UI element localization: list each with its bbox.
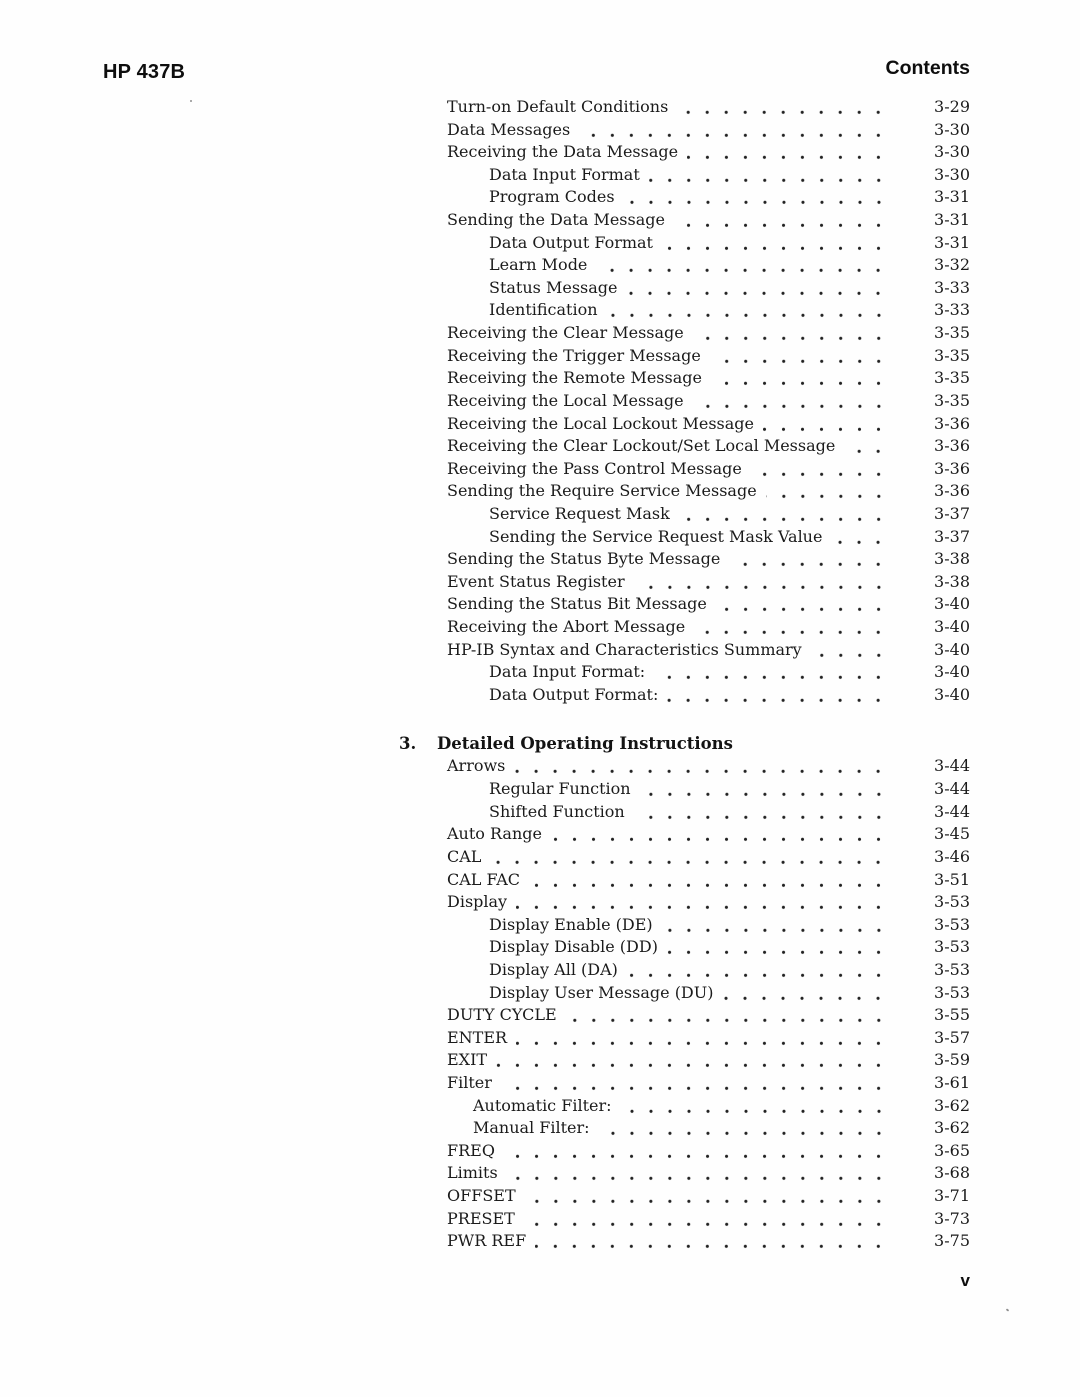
toc-entry-title: Automatic Filter: xyxy=(473,1095,612,1115)
toc-entry-title: Sending the Status Byte Message xyxy=(447,549,721,569)
toc-entry-page-number: 3-30 xyxy=(934,119,970,139)
dot-leader xyxy=(596,254,890,277)
toc-entry-page-number: 3-35 xyxy=(934,390,970,410)
dot-leader xyxy=(507,1162,890,1185)
toc-entry-page-number: 3-32 xyxy=(934,255,970,275)
toc-entry-title: Learn Mode xyxy=(489,255,588,275)
toc-entry xyxy=(399,119,970,142)
toc-entry-title: Receiving the Trigger Message xyxy=(447,345,701,365)
toc-entry xyxy=(399,96,970,119)
toc-entry xyxy=(399,616,970,639)
toc-entry-page-number: 3-40 xyxy=(934,617,970,637)
toc-entry-page-number: 3-62 xyxy=(934,1118,970,1138)
toc-entry-title: Program Codes xyxy=(489,187,615,207)
toc-entry-title: Data Input Format: xyxy=(489,662,646,682)
toc-entry-title: Turn-on Default Conditions xyxy=(447,97,669,116)
toc-entry-title: Receiving the Local Lockout Message xyxy=(447,413,754,433)
dot-leader xyxy=(763,413,890,436)
toc-entry-page-number: 3-61 xyxy=(934,1072,970,1092)
toc-entry-page-number: 3-53 xyxy=(934,959,970,979)
toc-section-heading xyxy=(399,732,970,755)
dot-leader xyxy=(649,164,890,187)
toc-entry-title: PRESET xyxy=(447,1208,515,1228)
toc-entry xyxy=(399,891,970,914)
toc-entry xyxy=(399,1230,970,1253)
toc-entry-title: Status Message xyxy=(489,277,618,297)
toc-entry xyxy=(399,1095,970,1118)
toc-entry-page-number: 3-53 xyxy=(934,937,970,957)
toc-entry-title: Display Disable (DD) xyxy=(489,937,658,957)
toc-entry-page-number: 3-62 xyxy=(934,1095,970,1115)
toc-entry-title: Receiving the Clear Lockout/Set Local Message xyxy=(447,436,836,456)
toc-entry-title: Manual Filter: xyxy=(473,1118,590,1138)
dot-leader xyxy=(599,1117,890,1140)
toc-section-number: 3. xyxy=(399,734,417,754)
dot-leader xyxy=(566,1004,890,1027)
toc-entry xyxy=(399,982,970,1005)
toc-entry-page-number: 3-53 xyxy=(934,914,970,934)
toc-entry-page-number: 3-40 xyxy=(934,639,970,659)
toc-entry-title: Filter xyxy=(447,1072,492,1092)
header-contents-label: Contents xyxy=(885,57,970,79)
dot-leader xyxy=(662,232,890,255)
toc-entry xyxy=(399,639,970,662)
toc-entry-page-number: 3-40 xyxy=(934,594,970,614)
dot-leader xyxy=(514,755,890,778)
toc-entry-page-number: 3-71 xyxy=(934,1186,970,1206)
toc-entry-title: FREQ xyxy=(447,1140,495,1160)
toc-entry-page-number: 3-55 xyxy=(934,1005,970,1025)
toc-entry-title: Display xyxy=(447,892,508,912)
toc-entry xyxy=(399,254,970,277)
page-number: v xyxy=(960,1271,970,1290)
toc-entry xyxy=(399,778,970,801)
dot-leader xyxy=(640,778,890,801)
toc-entry xyxy=(399,914,970,937)
toc-entry-page-number: 3-31 xyxy=(934,187,970,207)
dot-leader xyxy=(654,661,890,684)
toc-entry-title: Arrows xyxy=(447,756,506,776)
dot-leader xyxy=(694,616,890,639)
toc-entry-title: Receiving the Remote Message xyxy=(447,368,702,388)
toc-entry xyxy=(399,480,970,503)
toc-entry-page-number: 3-38 xyxy=(934,549,970,569)
toc-entry xyxy=(399,936,970,959)
toc-entry-title: Receiving the Local Message xyxy=(447,390,684,410)
toc-entry xyxy=(399,823,970,846)
toc-entry-page-number: 3-45 xyxy=(934,824,970,844)
toc-entry xyxy=(399,367,970,390)
toc-entry xyxy=(399,1072,970,1095)
toc-entry-page-number: 3-31 xyxy=(934,232,970,252)
toc-entry-title: Data Messages xyxy=(447,119,571,139)
dot-leader xyxy=(722,982,890,1005)
toc-entry xyxy=(399,299,970,322)
dot-leader xyxy=(677,96,890,119)
toc-entry-page-number: 3-37 xyxy=(934,503,970,523)
toc-entry-page-number: 3-59 xyxy=(934,1050,970,1070)
dot-leader xyxy=(667,936,890,959)
toc-entry-title: HP-IB Syntax and Characteristics Summary xyxy=(447,639,802,659)
toc-entry-page-number: 3-53 xyxy=(934,892,970,912)
toc-entry-page-number: 3-40 xyxy=(934,662,970,682)
toc-entry-page-number: 3-44 xyxy=(934,779,970,799)
toc-entry xyxy=(399,503,970,526)
toc-entry-page-number: 3-36 xyxy=(934,481,970,501)
toc-entry-title: Data Input Format xyxy=(489,164,640,184)
toc-entry-title: DUTY CYCLE xyxy=(447,1005,557,1025)
table-of-contents xyxy=(399,96,970,1253)
toc-entry-title: Regular Function xyxy=(489,779,631,799)
toc-entry xyxy=(399,390,970,413)
scan-speck xyxy=(1006,1308,1010,1311)
toc-entry-page-number: 3-75 xyxy=(934,1231,970,1251)
toc-entry-title: Data Output Format xyxy=(489,232,653,252)
toc-entry-title: Shifted Function xyxy=(489,801,625,821)
toc-entry-page-number: 3-68 xyxy=(934,1163,970,1183)
toc-entry xyxy=(399,141,970,164)
toc-entry xyxy=(399,526,970,549)
toc-entry-title: Display All (DA) xyxy=(489,959,618,979)
toc-entry-page-number: 3-36 xyxy=(934,413,970,433)
toc-entry-page-number: 3-46 xyxy=(934,846,970,866)
toc-entry xyxy=(399,661,970,684)
toc-entry xyxy=(399,1027,970,1050)
toc-entry-page-number: 3-33 xyxy=(934,277,970,297)
toc-entry xyxy=(399,186,970,209)
toc-entry xyxy=(399,322,970,345)
toc-entry-title: Sending the Require Service Message xyxy=(447,481,757,501)
toc-entry-page-number: 3-35 xyxy=(934,345,970,365)
toc-entry xyxy=(399,1049,970,1072)
dot-leader xyxy=(535,1230,890,1253)
toc-entry xyxy=(399,1140,970,1163)
dot-leader xyxy=(667,684,890,707)
toc-entry-title: Service Request Mask xyxy=(489,503,670,523)
toc-entry-title: EXIT xyxy=(447,1050,488,1070)
dot-leader xyxy=(504,1140,890,1163)
toc-entry-page-number: 3-44 xyxy=(934,801,970,821)
toc-entry-page-number: 3-35 xyxy=(934,323,970,343)
toc-entry xyxy=(399,232,970,255)
toc-entry-page-number: 3-30 xyxy=(934,142,970,162)
toc-section-title: Detailed Operating Instructions xyxy=(437,734,733,754)
toc-entry-page-number: 3-31 xyxy=(934,210,970,230)
dot-leader xyxy=(844,435,890,458)
toc-entry-title: Identification xyxy=(489,300,598,320)
dot-leader xyxy=(679,503,890,526)
toc-entry xyxy=(399,959,970,982)
toc-entry xyxy=(399,413,970,436)
toc-entry xyxy=(399,846,970,869)
toc-entry-title: Limits xyxy=(447,1163,498,1183)
toc-entry-title: Auto Range xyxy=(447,824,542,844)
toc-entry-title: OFFSET xyxy=(447,1186,516,1206)
dot-leader xyxy=(634,801,890,824)
scan-speck xyxy=(190,100,192,102)
toc-entry-title: Display Enable (DE) xyxy=(489,914,653,934)
toc-entry xyxy=(399,684,970,707)
dot-leader xyxy=(811,639,890,662)
toc-entry-page-number: 3-33 xyxy=(934,300,970,320)
toc-entry xyxy=(399,1185,970,1208)
dot-leader xyxy=(627,959,890,982)
dot-leader xyxy=(624,186,890,209)
toc-entry-page-number: 3-36 xyxy=(934,458,970,478)
dot-leader xyxy=(529,869,890,892)
toc-entry-page-number: 3-57 xyxy=(934,1027,970,1047)
dot-leader xyxy=(710,345,890,368)
dot-leader xyxy=(766,480,890,503)
toc-entry-page-number: 3-38 xyxy=(934,571,970,591)
toc-entry-title: Receiving the Data Message xyxy=(447,142,679,162)
dot-leader xyxy=(634,571,890,594)
dot-leader xyxy=(621,1095,891,1118)
toc-entry-title: Sending the Status Bit Message xyxy=(447,594,707,614)
toc-entry-title: Sending the Data Message xyxy=(447,210,665,230)
toc-entry-page-number: 3-30 xyxy=(934,164,970,184)
toc-entry-page-number: 3-40 xyxy=(934,684,970,704)
toc-entry-page-number: 3-73 xyxy=(934,1208,970,1228)
toc-entry-title: Display User Message (DU) xyxy=(489,982,714,1002)
dot-leader xyxy=(674,209,890,232)
toc-entry xyxy=(399,435,970,458)
toc-entry-title: PWR REF xyxy=(447,1231,527,1251)
toc-entry-title: Receiving the Clear Message xyxy=(447,323,684,343)
toc-entry-page-number: 3-37 xyxy=(934,526,970,546)
header-model-label: HP 437B xyxy=(103,61,186,83)
dot-leader xyxy=(711,367,890,390)
toc-entry xyxy=(399,164,970,187)
toc-entry-page-number: 3-51 xyxy=(934,869,970,889)
toc-entry-title: Receiving the Abort Message xyxy=(447,617,686,637)
toc-entry xyxy=(399,458,970,481)
toc-entry-page-number: 3-44 xyxy=(934,756,970,776)
dot-leader xyxy=(729,548,890,571)
toc-entry-title: Data Output Format: xyxy=(489,684,659,704)
toc-entry-page-number: 3-29 xyxy=(934,97,970,116)
dot-leader xyxy=(525,1185,890,1208)
toc-entry-title: Sending the Service Request Mask Value xyxy=(489,526,823,546)
toc-entry xyxy=(399,277,970,300)
dot-leader xyxy=(490,846,890,869)
toc-entry-title: Event Status Register xyxy=(447,571,625,591)
dot-leader xyxy=(496,1049,890,1072)
toc-entry xyxy=(399,345,970,368)
toc-entry xyxy=(399,209,970,232)
toc-entry xyxy=(399,801,970,824)
dot-leader xyxy=(516,1027,890,1050)
toc-entry-title: ENTER xyxy=(447,1027,508,1047)
dot-leader xyxy=(501,1072,890,1095)
toc-entry-page-number: 3-53 xyxy=(934,982,970,1002)
dot-leader xyxy=(831,526,890,549)
toc-entry xyxy=(399,571,970,594)
toc-entry xyxy=(399,548,970,571)
toc-entry xyxy=(399,1117,970,1140)
toc-entry-title: Receiving the Pass Control Message xyxy=(447,458,742,478)
dot-leader xyxy=(607,299,890,322)
toc-entry-title: CAL xyxy=(447,846,482,866)
dot-leader xyxy=(626,277,890,300)
dot-leader xyxy=(551,823,890,846)
dot-leader xyxy=(693,322,890,345)
toc-entry xyxy=(399,1208,970,1231)
dot-leader xyxy=(662,914,890,937)
dot-leader xyxy=(579,119,890,142)
dot-leader xyxy=(516,891,890,914)
toc-entry-page-number: 3-65 xyxy=(934,1140,970,1160)
toc-entry xyxy=(399,1004,970,1027)
toc-entry-page-number: 3-35 xyxy=(934,368,970,388)
toc-entry-page-number: 3-36 xyxy=(934,436,970,456)
dot-leader xyxy=(716,593,890,616)
dot-leader xyxy=(524,1208,890,1231)
toc-entry xyxy=(399,869,970,892)
toc-entry xyxy=(399,593,970,616)
toc-entry-title: CAL FAC xyxy=(447,869,521,889)
toc-entry xyxy=(399,755,970,778)
toc-entry xyxy=(399,1162,970,1185)
dot-leader xyxy=(687,141,890,164)
dot-leader xyxy=(751,458,890,481)
dot-leader xyxy=(693,390,890,413)
